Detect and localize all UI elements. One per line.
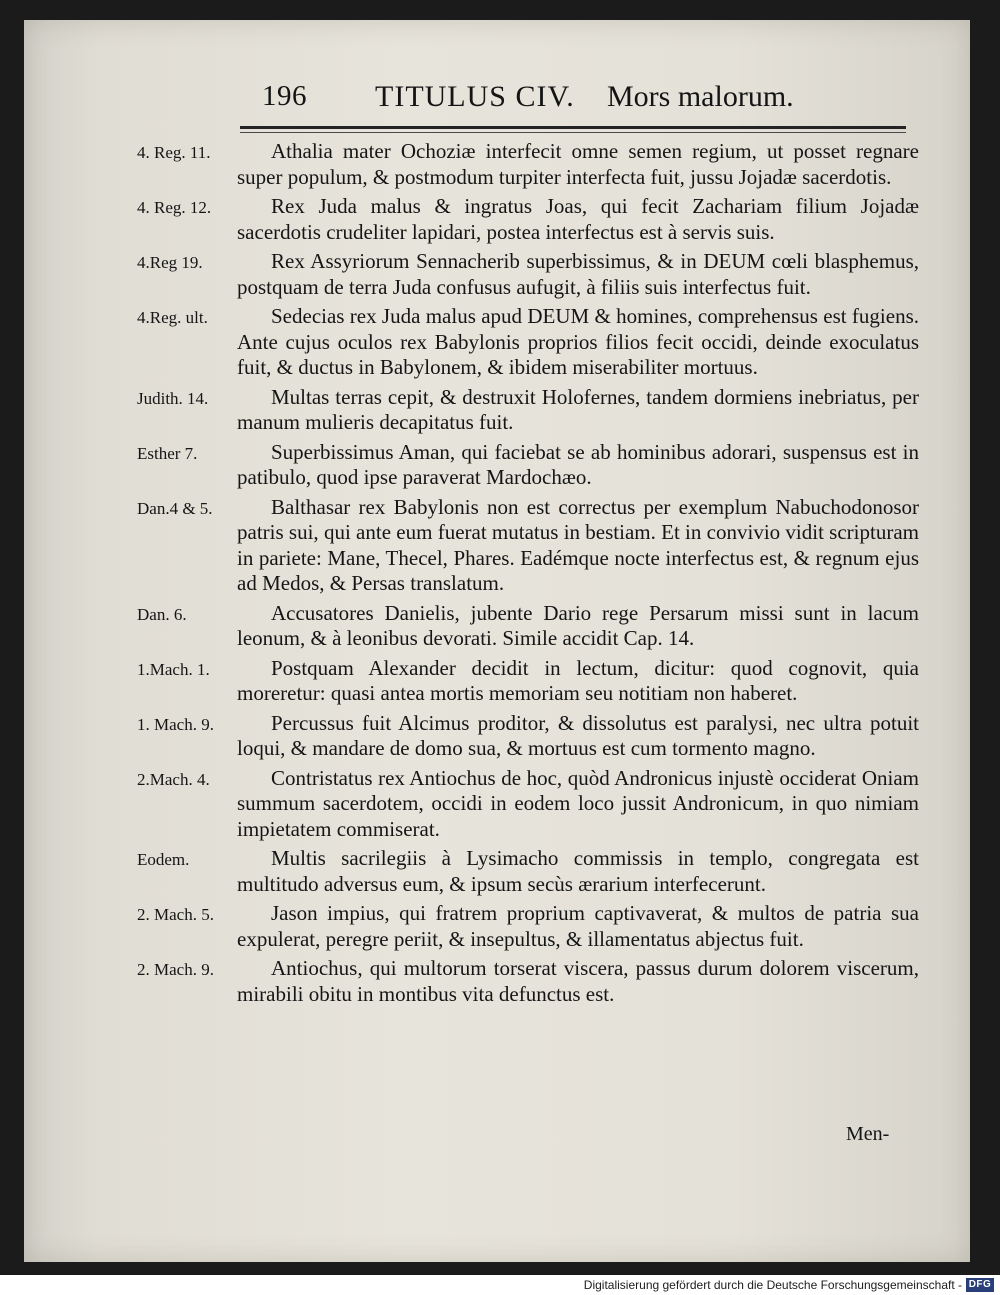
entries-list <box>0 139 1000 1011</box>
citation: 2.Mach. 4. <box>137 769 210 789</box>
list-item <box>0 440 1000 491</box>
citation: Eodem. <box>137 850 190 869</box>
entry-text: Multis sacrilegiis à Lysimacho commissis in templo, congregata est multitudo adversus eum, & ipsum secùs ærarium interfecerunt. <box>237 846 919 896</box>
list-item <box>0 495 1000 597</box>
dfg-logo: DFG <box>966 1278 994 1292</box>
entry-text: Balthasar rex Babylonis non est correctus per exemplum Nabuchodonosor patris sui, qui ante eum fuerat mutatus in bestiam. Et in convivio vidit scripturam in pariete: Mane, Thecel, Phares. Eadémque nocte interfectus est, & regnum ejus ad Medos, & Persas translatum. <box>237 494 919 595</box>
catchword: Men- <box>846 1123 890 1145</box>
running-subtitle: Mors malorum. <box>607 80 794 113</box>
page-number: 196 <box>262 80 307 112</box>
entry-text: Rex Assyriorum Sennacherib superbissimus, & in DEUM cœli blasphemus, postquam de terra Juda confusus aufugit, à filiis suis interfectus fuit. <box>237 249 919 299</box>
digitization-footer <box>0 1275 1000 1295</box>
citation: 4. Reg. 12. <box>137 198 212 217</box>
entry-text: Multas terras cepit, & destruxit Holofernes, tandem dormiens inebriatus, per manum mulieris decapitatus fuit. <box>237 384 919 434</box>
list-item <box>0 139 1000 190</box>
list-item <box>0 304 1000 381</box>
entry-text: Postquam Alexander decidit in lectum, dicitur: quod cognovit, quia moreretur: quasi antea mortis memoriam seu notitiam non haberet. <box>237 655 919 705</box>
citation: Esther 7. <box>137 443 198 463</box>
citation: 2. Mach. 9. <box>137 960 214 979</box>
entry-text: Percussus fuit Alcimus proditor, & dissolutus est paralysi, nec ultra potuit loqui, & mandare de domo sua, & mortuus est cum tormento magno. <box>237 710 919 760</box>
list-item <box>0 601 1000 652</box>
citation: Judith. 14. <box>137 388 209 408</box>
list-item <box>0 901 1000 952</box>
list-item <box>0 766 1000 843</box>
entry-text: Superbissimus Aman, qui faciebat se ab hominibus adorari, suspensus est in patibulo, quod ipse paraverat Mardochæo. <box>237 439 919 489</box>
digitization-notice: Digitalisierung gefördert durch die Deutsche Forschungsgemeinschaft - <box>583 1278 962 1292</box>
entry-text: Contristatus rex Antiochus de hoc, quòd Andronicus injustè occiderat Oniam summum sacerdotem, occidi in eodem loco jussit Andronicum, in quo nimiam impietatem commiserat. <box>237 765 919 841</box>
entry-text: Jason impius, qui fratrem proprium captivaverat, & multos de patria sua expulerat, peregre periit, & insepultus, & illamentatus abjectus fuit. <box>237 901 919 951</box>
entry-text: Athalia mater Ochoziæ interfecit omne semen regium, ut posset regnare super populum, & postmodum turpiter interfecta fuit, jussu Jojadæ sacerdotis. <box>237 139 919 189</box>
list-item <box>0 656 1000 707</box>
list-item <box>0 194 1000 245</box>
header-rule <box>240 126 906 129</box>
list-item <box>0 385 1000 436</box>
page-header <box>240 80 920 126</box>
list-item <box>0 956 1000 1007</box>
citation: 1. Mach. 9. <box>137 714 214 734</box>
entry-text: Rex Juda malus & ingratus Joas, qui fecit Zachariam filium Jojadæ sacerdotis crudeliter lapidari, postea interfectus est à servis suis. <box>237 194 919 244</box>
citation: 1.Mach. 1. <box>137 659 210 679</box>
list-item <box>0 711 1000 762</box>
running-title: TITULUS CIV. <box>375 80 575 113</box>
citation: 4.Reg 19. <box>137 253 203 272</box>
entry-text: Accusatores Danielis, jubente Dario rege Persarum missi sunt in lacum leonum, & à leonibus devorati. Simile accidit Cap. 14. <box>237 600 919 650</box>
citation: 2. Mach. 5. <box>137 905 214 924</box>
list-item <box>0 846 1000 897</box>
citation: Dan.4 & 5. <box>137 498 213 518</box>
citation: 4. Reg. 11. <box>137 143 211 162</box>
entry-text: Antiochus, qui multorum torserat viscera, passus durum dolorem viscerum, mirabili obitu in montibus vita defunctus est. <box>237 956 919 1006</box>
citation: 4.Reg. ult. <box>137 308 208 327</box>
entry-text: Sedecias rex Juda malus apud DEUM & homines, comprehensus est fugiens. Ante cujus oculos rex Babylonis proprios filios fecit occidi, deinde exoculatus fuit, & ductus in Babylonem, & ibidem miserabiliter mortuus. <box>237 304 919 379</box>
list-item <box>0 249 1000 300</box>
citation: Dan. 6. <box>137 604 187 624</box>
